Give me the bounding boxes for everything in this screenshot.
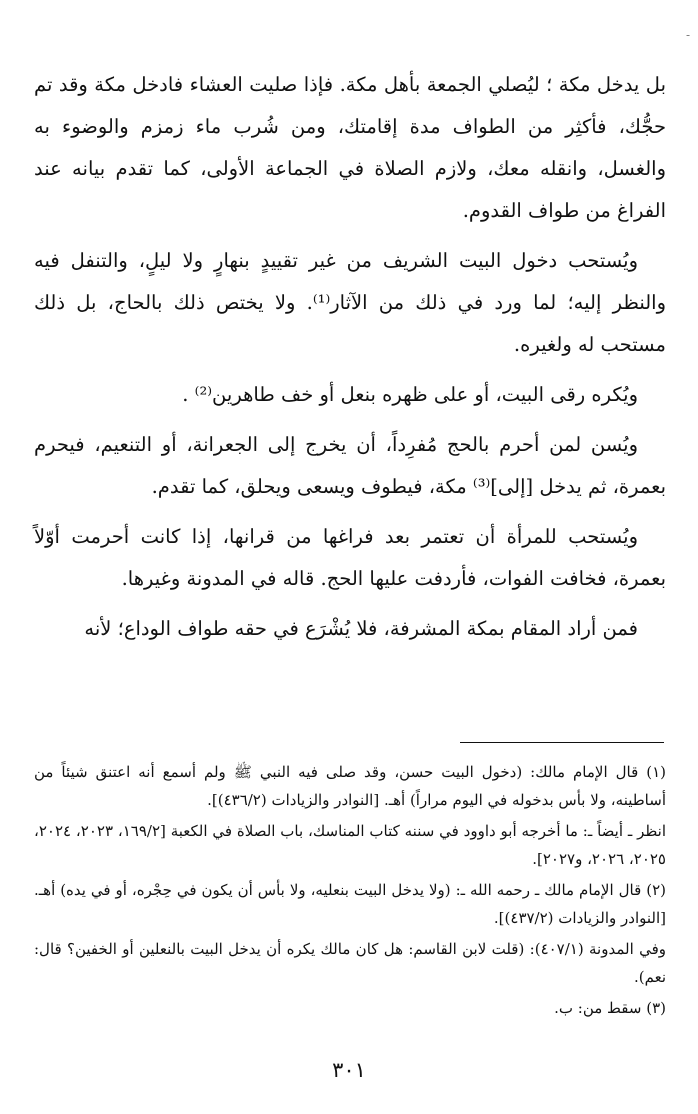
paragraph-6: فمن أراد المقام بمكة المشرفة، فلا يُشْرَع في حقه طواف الوداع؛ لأنه: [84, 617, 638, 640]
main-text: [34, 64, 666, 650]
paragraph-1: بل يدخل مكة ؛ ليُصلي الجمعة بأهل مكة. فإذا صليت العشاء فادخل مكة وقد تم حجُّك، فأكثِر من الطواف مدة إقامتك، ومن شُرب ماء زمزم والوضوء به والغسل، وانقله معك، ولازم الصلاة في الجماعة الأولى، كما تقدم بيانه عند الفراغ من طواف القدوم.: [34, 73, 666, 222]
footnote-2-continued: وفي المدونة (٤٠٧/١): (قلت لابن القاسم: هل كان مالك يكره أن يدخل البيت بالنعلين أو الخفين؟ قال: نعم).: [34, 940, 666, 986]
footnotes: [34, 758, 666, 1022]
footnote-separator: [460, 742, 664, 743]
paragraph-3: ويُكره رقى البيت، أو على ظهره بنعل أو خف طاهرين⁽²⁾ .: [182, 383, 638, 406]
corner-mark: -: [685, 28, 690, 42]
page-number: ٣٠١: [332, 1058, 366, 1082]
paragraph-5: ويُستحب للمرأة أن تعتمر بعد فراغها من قرانها، إذا كانت أحرمت أوّلاً بعمرة، فخافت الفوات، فأردفت عليها الحج. قاله في المدونة وغيرها.: [34, 525, 666, 590]
footnote-1: (١) قال الإمام مالك: (دخول البيت حسن، وقد صلى فيه النبي ﷺ ولم أسمع أنه اعتنق شيئاً من أساطينه، ولا بأس بدخوله في اليوم مراراً) أهـ. [النوادر والزيادات (٤٣٦/٢)].: [34, 763, 666, 809]
paragraph-2: ويُستحب دخول البيت الشريف من غير تقييدٍ بنهارٍ ولا ليلٍ، والتنفل فيه والنظر إليه؛ لما ورد في ذلك من الآثار⁽¹⁾. ولا يختص ذلك بالحاج، بل ذلك مستحب له ولغيره.: [34, 249, 666, 356]
footnote-1-continued: انظر ـ أيضاً ـ: ما أخرجه أبو داوود في سننه كتاب المناسك، باب الصلاة في الكعبة [١٦٩/٢، ٢٠٢٣، ٢٠٢٤، ٢٠٢٥، ٢٠٢٦، و٢٠٢٧].: [34, 822, 667, 868]
footnote-3: (٣) سقط من: ب.: [554, 999, 666, 1017]
paragraph-4: ويُسن لمن أحرم بالحج مُفرِداً، أن يخرج إلى الجعرانة، أو التنعيم، فيحرم بعمرة، ثم يدخل [إلى]⁽³⁾ مكة، فيطوف ويسعى ويحلق، كما تقدم.: [34, 433, 666, 498]
footnote-2: (٢) قال الإمام مالك ـ رحمه الله ـ: (ولا يدخل البيت بنعليه، ولا بأس أن يكون في حِجْره، أو في يده) أهـ. [النوادر والزيادات (٤٣٧/٢)].: [34, 881, 666, 927]
